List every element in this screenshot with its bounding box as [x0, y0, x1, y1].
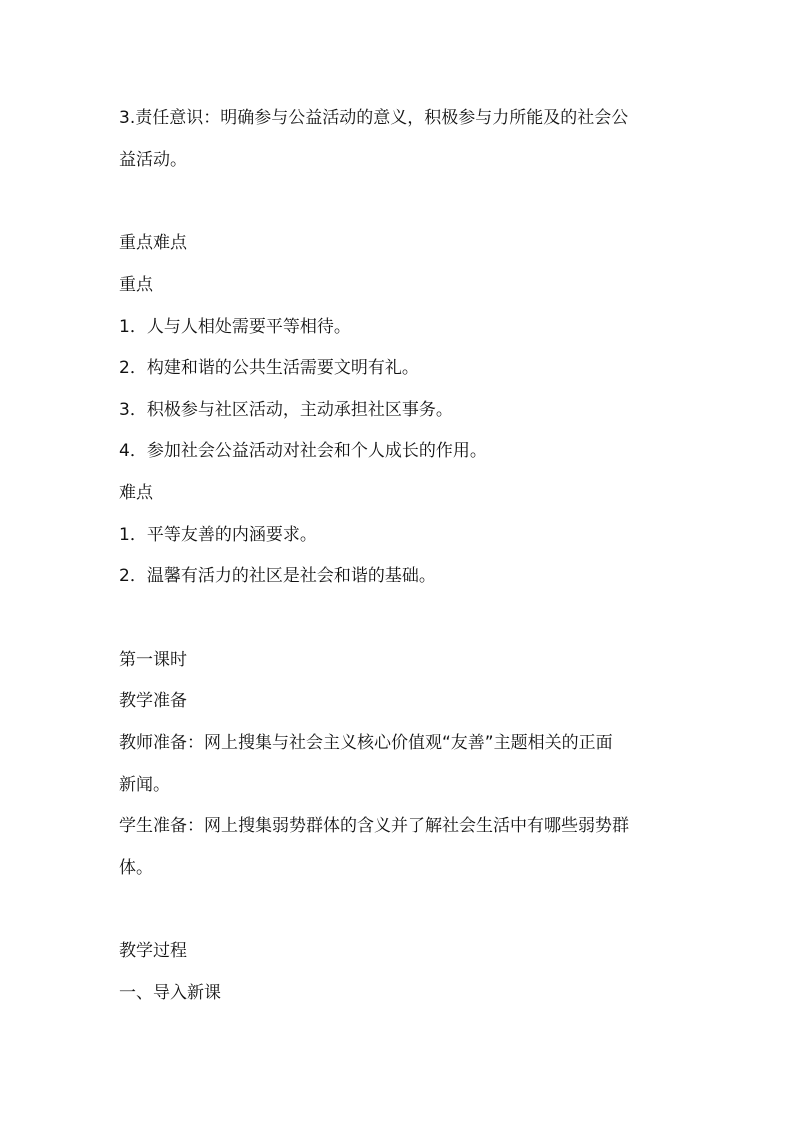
list-item: 1．平等友善的内涵要求。	[119, 525, 317, 545]
list-item: 4．参加社会公益活动对社会和个人成长的作用。	[119, 441, 487, 461]
text-line: 新闻。	[119, 775, 170, 795]
list-item: 3．积极参与社区活动，主动承担社区事务。	[119, 400, 453, 420]
list-item: 1．人与人相处需要平等相待。	[119, 317, 351, 337]
text-line: 体。	[119, 858, 153, 878]
section-heading: 重点难点	[119, 233, 187, 253]
list-item: 2．温馨有活力的社区是社会和谐的基础。	[119, 566, 436, 586]
text-line: 教师准备：网上搜集与社会主义核心价值观“友善”主题相关的正面	[119, 733, 613, 753]
text-line: 益活动。	[119, 150, 187, 170]
section-heading: 教学过程	[119, 941, 187, 961]
text-line: 学生准备：网上搜集弱势群体的含义并了解社会生活中有哪些弱势群	[119, 816, 629, 836]
subheading: 一、导入新课	[119, 983, 221, 1003]
subheading: 重点	[119, 275, 153, 295]
section-heading: 第一课时	[119, 650, 187, 670]
text-line: 3.责任意识：明确参与公益活动的意义，积极参与力所能及的社会公	[119, 108, 629, 128]
subheading: 难点	[119, 483, 153, 503]
subheading: 教学准备	[119, 691, 187, 711]
list-item: 2．构建和谐的公共生活需要文明有礼。	[119, 358, 419, 378]
